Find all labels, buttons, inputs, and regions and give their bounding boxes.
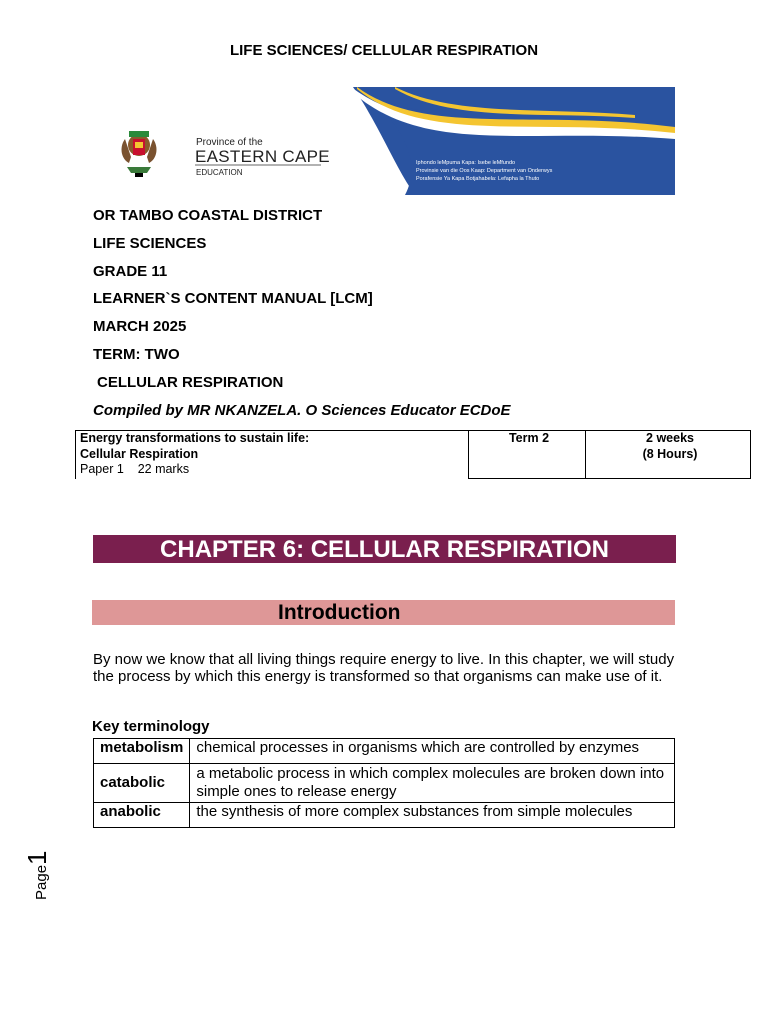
term-cell: catabolic [94,764,190,803]
key-terminology-heading: Key terminology [92,718,210,735]
topic-overview-table [75,430,751,479]
table-row [94,764,675,803]
logo-education-text: EDUCATION [196,168,243,177]
topic-paper-marks [80,462,468,478]
definition-cell: the synthesis of more complex substances from simple molecules [190,803,675,828]
topic-strand: Energy transformations to sustain life: [80,431,310,445]
banner-tagline-3: Porafensie Ya Kapa Botjahabela: Lefapha la Thuto [416,176,540,182]
introduction-heading-bar [92,600,675,625]
logo-eastern-cape-text: EASTERN CAPE [195,147,330,166]
topic-name: Cellular Respiration [80,446,199,461]
logo-province-text: Province of the [196,137,263,148]
term-cell: Term 2 [469,431,586,479]
page-number-value: 1 [22,850,52,865]
document-header-title: LIFE SCIENCES/ CELLULAR RESPIRATION [229,42,539,59]
info-grade: GRADE 11 [93,263,168,280]
coat-of-arms-icon [122,131,157,177]
term-cell: metabolism [94,739,190,764]
info-subject: LIFE SCIENCES [93,235,207,252]
introduction-heading: Introduction [278,601,401,624]
topic-marks: 22 marks [137,462,190,476]
info-date: MARCH 2025 [93,318,187,335]
chapter-heading: CHAPTER 6: CELLULAR RESPIRATION [93,535,676,563]
page-label: Page [33,864,50,900]
definition-cell: a metabolic process in which complex molecules are broken down into simple ones to release energy [190,764,675,803]
info-compiled-by: Compiled by MR NKANZELA. O Sciences Educator ECDoE [93,402,511,419]
info-topic: CELLULAR RESPIRATION [97,374,284,391]
duration-hours: (8 Hours) [642,446,698,461]
banner-tagline [416,159,552,183]
introduction-paragraph: By now we know that all living things require energy to live. In this chapter, we will study the process by which this energy is transformed so that organisms can make use of it. [93,651,675,685]
banner-tagline-2: Provinsie van die Oos Kaap: Department van Onderwys [416,168,553,174]
topic-paper: Paper 1 [80,462,124,476]
term-cell: anabolic [94,803,190,828]
info-term: TERM: TWO [93,346,180,363]
table-row [94,803,675,828]
duration-weeks: 2 weeks [646,431,694,445]
topic-cell [76,431,469,479]
definition-cell: chemical processes in organisms which are controlled by enzymes [190,739,675,764]
banner-tagline-1: Iphondo leMpuma Kapa: Isebe leMfundo [416,160,516,166]
page-number [22,850,53,900]
info-district: OR TAMBO COASTAL DISTRICT [93,207,323,224]
table-row [94,739,675,764]
duration-cell [586,431,751,479]
key-terminology-table [93,738,675,828]
info-manual: LEARNER`S CONTENT MANUAL [LCM] [93,290,373,307]
eastern-cape-education-banner [95,87,675,195]
